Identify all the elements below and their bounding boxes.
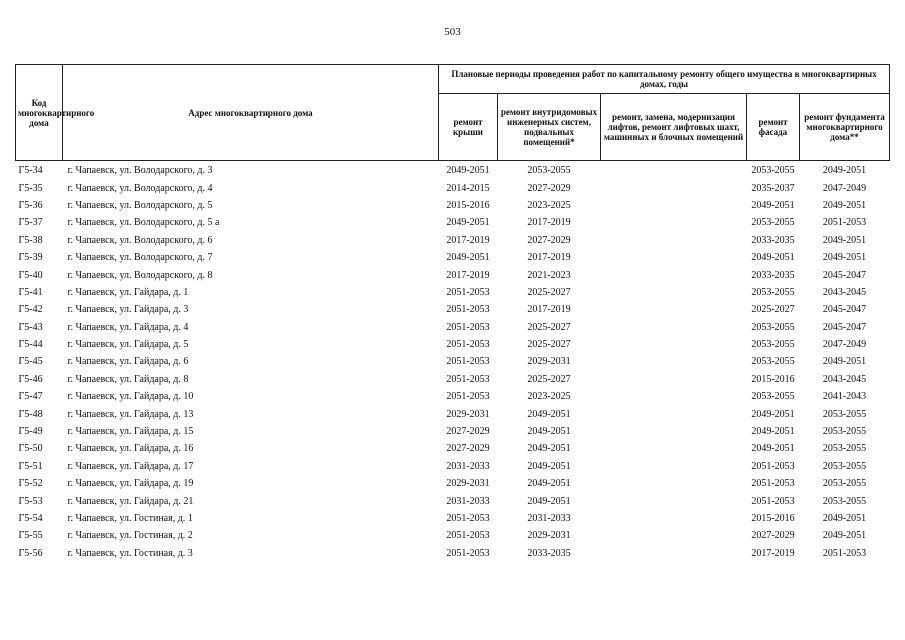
- header-address: Адрес многоквартирного дома: [63, 65, 439, 161]
- table-row: [16, 266, 890, 283]
- address-cell: г. Чапаевск, ул. Гостиная, д. 2: [67, 530, 193, 542]
- foundation-period-cell: 2043-2045: [822, 286, 867, 298]
- elevators-period-cell: [601, 232, 747, 249]
- code-cell: Г5-36: [18, 199, 43, 211]
- roof-period-cell: 2027-2029: [446, 443, 490, 455]
- facade-period-cell: 2051-2053: [751, 478, 795, 490]
- elevators-period-cell: [601, 179, 747, 196]
- engineering-period-cell: 2049-2051: [527, 460, 571, 472]
- address-cell: г. Чапаевск, ул. Гайдара, д. 15: [67, 426, 194, 438]
- roof-period-cell: 2029-2031: [446, 408, 490, 420]
- code-cell: Г5-54: [18, 513, 43, 524]
- facade-period-cell: 2053-2055: [751, 286, 795, 298]
- address-cell: г. Чапаевск, ул. Володарского, д. 4: [67, 182, 213, 194]
- facade-period-cell: 2049-2051: [751, 252, 795, 264]
- table-row: [16, 475, 890, 492]
- address-cell: г. Чапаевск, ул. Гостиная, д. 1: [67, 513, 193, 524]
- code-cell: Г5-42: [18, 304, 43, 316]
- code-cell: Г5-56: [18, 547, 43, 559]
- elevators-period-cell: [601, 197, 747, 214]
- header-foundation: ремонт фундамента многоквартирного дома**: [800, 94, 890, 161]
- facade-period-cell: 2049-2051: [751, 426, 795, 438]
- foundation-period-cell: 2053-2055: [822, 478, 867, 490]
- foundation-period-cell: 2045-2047: [822, 304, 867, 316]
- foundation-period-cell: 2047-2049: [822, 339, 867, 351]
- code-cell: Г5-49: [18, 426, 43, 438]
- elevators-period-cell: [601, 440, 747, 457]
- address-cell: г. Чапаевск, ул. Гайдара, д. 19: [67, 478, 194, 490]
- code-cell: Г5-48: [18, 408, 43, 420]
- foundation-period-cell: 2049-2051: [822, 252, 867, 264]
- roof-period-cell: 2051-2053: [446, 304, 490, 316]
- roof-period-cell: 2051-2053: [446, 547, 490, 559]
- roof-period-cell: 2027-2029: [446, 426, 490, 438]
- table-header: [16, 65, 890, 161]
- engineering-period-cell: 2027-2029: [527, 182, 571, 194]
- address-cell: г. Чапаевск, ул. Гайдара, д. 13: [67, 408, 194, 420]
- elevators-period-cell: [601, 545, 747, 562]
- address-cell: г. Чапаевск, ул. Гайдара, д. 1: [67, 286, 189, 298]
- elevators-period-cell: [601, 336, 747, 353]
- engineering-period-cell: 2025-2027: [527, 339, 571, 351]
- engineering-period-cell: 2027-2029: [527, 234, 571, 246]
- elevators-period-cell: [601, 214, 747, 231]
- foundation-period-cell: 2053-2055: [822, 426, 867, 438]
- roof-period-cell: 2051-2053: [446, 321, 490, 333]
- code-cell: Г5-51: [18, 460, 43, 472]
- table-row: [16, 214, 890, 231]
- table-row: [16, 492, 890, 509]
- foundation-period-cell: 2051-2053: [822, 217, 867, 229]
- facade-period-cell: 2051-2053: [751, 460, 795, 472]
- elevators-period-cell: [601, 388, 747, 405]
- header-periods-group: Плановые периоды проведения работ по капитальному ремонту общего имущества в многоквартирных домах, годы: [439, 65, 890, 94]
- address-cell: г. Чапаевск, ул. Гайдара, д. 17: [67, 460, 194, 472]
- elevators-period-cell: [601, 510, 747, 527]
- foundation-period-cell: 2053-2055: [822, 443, 867, 455]
- page-number: 503: [444, 26, 461, 38]
- elevators-period-cell: [601, 423, 747, 440]
- facade-period-cell: 2053-2055: [751, 217, 795, 229]
- address-cell: г. Чапаевск, ул. Володарского, д. 5: [67, 199, 213, 211]
- elevators-period-cell: [601, 301, 747, 318]
- facade-period-cell: 2033-2035: [751, 234, 795, 246]
- address-cell: г. Чапаевск, ул. Володарского, д. 6: [67, 234, 213, 246]
- facade-period-cell: 2053-2055: [751, 165, 795, 177]
- table-row: [16, 405, 890, 422]
- header-engineering: ремонт внутридомовых инженерных систем, подвальных помещений*: [498, 94, 601, 161]
- header-code: Код многоквартирного дома: [16, 65, 63, 161]
- facade-period-cell: 2051-2053: [751, 495, 795, 507]
- foundation-period-cell: 2043-2045: [822, 373, 867, 385]
- roof-period-cell: 2031-2033: [446, 460, 490, 472]
- facade-period-cell: 2053-2055: [751, 356, 795, 368]
- engineering-period-cell: 2029-2031: [527, 356, 571, 368]
- foundation-period-cell: 2053-2055: [822, 495, 867, 507]
- capital-repair-schedule-table: [15, 64, 890, 562]
- table-row: [16, 161, 890, 180]
- code-cell: Г5-50: [18, 443, 43, 455]
- elevators-period-cell: [601, 492, 747, 509]
- facade-period-cell: 2033-2035: [751, 269, 795, 281]
- roof-period-cell: 2029-2031: [446, 478, 490, 490]
- table-row: [16, 336, 890, 353]
- roof-period-cell: 2049-2051: [446, 165, 490, 177]
- engineering-period-cell: 2053-2055: [527, 165, 571, 177]
- elevators-period-cell: [601, 405, 747, 422]
- foundation-period-cell: 2049-2051: [822, 234, 867, 246]
- facade-period-cell: 2049-2051: [751, 199, 795, 211]
- facade-period-cell: 2035-2037: [751, 182, 795, 194]
- facade-period-cell: 2015-2016: [751, 513, 795, 524]
- facade-period-cell: 2053-2055: [751, 321, 795, 333]
- foundation-period-cell: 2045-2047: [822, 321, 867, 333]
- facade-period-cell: 2049-2051: [751, 443, 795, 455]
- table-row: [16, 545, 890, 562]
- facade-period-cell: 2053-2055: [751, 391, 795, 403]
- address-cell: г. Чапаевск, ул. Володарского, д. 3: [67, 165, 213, 177]
- engineering-period-cell: 2049-2051: [527, 495, 571, 507]
- facade-period-cell: 2025-2027: [751, 304, 795, 316]
- foundation-period-cell: 2053-2055: [822, 460, 867, 472]
- foundation-period-cell: 2041-2043: [822, 391, 867, 403]
- elevators-period-cell: [601, 458, 747, 475]
- elevators-period-cell: [601, 353, 747, 370]
- elevators-period-cell: [601, 527, 747, 544]
- engineering-period-cell: 2049-2051: [527, 408, 571, 420]
- engineering-period-cell: 2029-2031: [527, 530, 571, 542]
- code-cell: Г5-39: [18, 252, 43, 264]
- facade-period-cell: 2053-2055: [751, 339, 795, 351]
- code-cell: Г5-34: [18, 165, 43, 177]
- table-row: [16, 319, 890, 336]
- engineering-period-cell: 2025-2027: [527, 321, 571, 333]
- roof-period-cell: 2015-2016: [446, 199, 490, 211]
- elevators-period-cell: [601, 266, 747, 283]
- facade-period-cell: 2049-2051: [751, 408, 795, 420]
- roof-period-cell: 2017-2019: [446, 234, 490, 246]
- table-row: [16, 197, 890, 214]
- address-cell: г. Чапаевск, ул. Гайдара, д. 6: [67, 356, 189, 368]
- engineering-period-cell: 2049-2051: [527, 443, 571, 455]
- foundation-period-cell: 2045-2047: [822, 269, 867, 281]
- address-cell: г. Чапаевск, ул. Гайдара, д. 8: [67, 373, 189, 385]
- table-row: [16, 249, 890, 266]
- roof-period-cell: 2051-2053: [446, 286, 490, 298]
- engineering-period-cell: 2025-2027: [527, 286, 571, 298]
- code-cell: Г5-35: [18, 182, 43, 194]
- foundation-period-cell: 2049-2051: [822, 356, 867, 368]
- table-row: [16, 284, 890, 301]
- code-cell: Г5-37: [18, 217, 43, 229]
- engineering-period-cell: 2031-2033: [527, 513, 571, 524]
- address-cell: г. Чапаевск, ул. Гайдара, д. 4: [67, 321, 189, 333]
- roof-period-cell: 2051-2053: [446, 373, 490, 385]
- code-cell: Г5-46: [18, 373, 43, 385]
- address-cell: г. Чапаевск, ул. Гостиная, д. 3: [67, 547, 193, 559]
- code-cell: Г5-45: [18, 356, 43, 368]
- roof-period-cell: 2049-2051: [446, 217, 490, 229]
- foundation-period-cell: 2049-2051: [822, 530, 867, 542]
- elevators-period-cell: [601, 371, 747, 388]
- code-cell: Г5-55: [18, 530, 43, 542]
- roof-period-cell: 2051-2053: [446, 513, 490, 524]
- code-cell: Г5-47: [18, 391, 43, 403]
- address-cell: г. Чапаевск, ул. Гайдара, д. 10: [67, 391, 194, 403]
- engineering-period-cell: 2025-2027: [527, 373, 571, 385]
- foundation-period-cell: 2049-2051: [822, 165, 867, 177]
- address-cell: г. Чапаевск, ул. Володарского, д. 7: [67, 252, 213, 264]
- address-cell: г. Чапаевск, ул. Володарского, д. 5 а: [67, 217, 220, 229]
- code-cell: Г5-44: [18, 339, 43, 351]
- roof-period-cell: 2014-2015: [446, 182, 490, 194]
- address-cell: г. Чапаевск, ул. Гайдара, д. 21: [67, 495, 194, 507]
- foundation-period-cell: 2053-2055: [822, 408, 867, 420]
- header-roof: ремонт крыши: [439, 94, 498, 161]
- roof-period-cell: 2051-2053: [446, 530, 490, 542]
- table-body: [16, 161, 890, 562]
- address-cell: г. Чапаевск, ул. Гайдара, д. 16: [67, 443, 194, 455]
- facade-period-cell: 2015-2016: [751, 373, 795, 385]
- address-cell: г. Чапаевск, ул. Гайдара, д. 5: [67, 339, 189, 351]
- code-cell: Г5-52: [18, 478, 43, 490]
- table-row: [16, 440, 890, 457]
- table-row: [16, 232, 890, 249]
- table-row: [16, 527, 890, 544]
- elevators-period-cell: [601, 284, 747, 301]
- elevators-period-cell: [601, 475, 747, 492]
- roof-period-cell: 2017-2019: [446, 269, 490, 281]
- code-cell: Г5-41: [18, 286, 43, 298]
- table-row: [16, 301, 890, 318]
- engineering-period-cell: 2017-2019: [527, 304, 571, 316]
- address-cell: г. Чапаевск, ул. Володарского, д. 8: [67, 269, 213, 281]
- roof-period-cell: 2031-2033: [446, 495, 490, 507]
- engineering-period-cell: 2033-2035: [527, 547, 571, 559]
- table-row: [16, 179, 890, 196]
- table-row: [16, 353, 890, 370]
- engineering-period-cell: 2023-2025: [527, 391, 571, 403]
- foundation-period-cell: 2047-2049: [822, 182, 867, 194]
- table-row: [16, 510, 890, 527]
- table-row: [16, 423, 890, 440]
- code-cell: Г5-43: [18, 321, 43, 333]
- code-cell: Г5-38: [18, 234, 43, 246]
- engineering-period-cell: 2049-2051: [527, 478, 571, 490]
- facade-period-cell: 2027-2029: [751, 530, 795, 542]
- elevators-period-cell: [601, 249, 747, 266]
- address-cell: г. Чапаевск, ул. Гайдара, д. 3: [67, 304, 189, 316]
- table-row: [16, 388, 890, 405]
- engineering-period-cell: 2017-2019: [527, 252, 571, 264]
- roof-period-cell: 2051-2053: [446, 339, 490, 351]
- facade-period-cell: 2017-2019: [751, 547, 795, 559]
- header-facade: ремонт фасада: [747, 94, 800, 161]
- foundation-period-cell: 2049-2051: [822, 199, 867, 211]
- code-cell: Г5-40: [18, 269, 43, 281]
- foundation-period-cell: 2049-2051: [822, 513, 867, 524]
- engineering-period-cell: 2017-2019: [527, 217, 571, 229]
- engineering-period-cell: 2049-2051: [527, 426, 571, 438]
- table-row: [16, 371, 890, 388]
- table-row: [16, 458, 890, 475]
- elevators-period-cell: [601, 319, 747, 336]
- header-elevators: ремонт, замена, модернизация лифтов, ремонт лифтовых шахт, машинных и блочных помещений: [601, 94, 747, 161]
- foundation-period-cell: 2051-2053: [822, 547, 867, 559]
- engineering-period-cell: 2021-2023: [527, 269, 571, 281]
- elevators-period-cell: [601, 161, 747, 180]
- engineering-period-cell: 2023-2025: [527, 199, 571, 211]
- code-cell: Г5-53: [18, 495, 43, 507]
- roof-period-cell: 2049-2051: [446, 252, 490, 264]
- roof-period-cell: 2051-2053: [446, 356, 490, 368]
- roof-period-cell: 2051-2053: [446, 391, 490, 403]
